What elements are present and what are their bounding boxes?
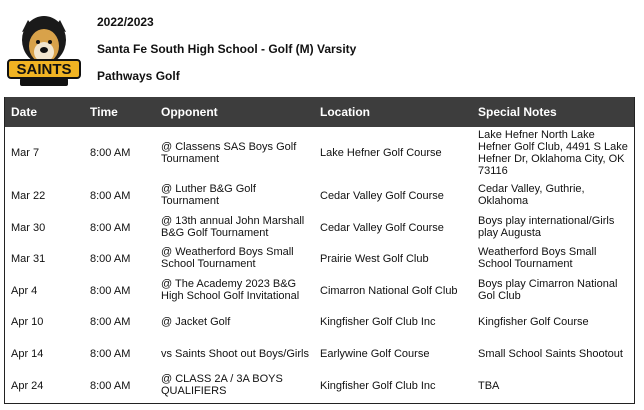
cell-time: 8:00 AM xyxy=(90,147,131,159)
cell-date: Mar 30 xyxy=(11,222,46,234)
cell-opponent: vs Saints Shoot out Boys/Girls xyxy=(161,348,309,360)
cell-location: Cimarron National Golf Club xyxy=(320,285,458,297)
logo-text: SAINTS xyxy=(16,61,72,78)
table-row xyxy=(5,246,634,274)
cell-time: 8:00 AM xyxy=(90,316,131,328)
cell-time: 8:00 AM xyxy=(90,380,131,392)
schedule-table xyxy=(4,97,635,404)
cell-location: Kingfisher Golf Club Inc xyxy=(320,316,436,328)
table-row xyxy=(5,373,634,401)
col-date-header: Date xyxy=(11,105,38,119)
cell-opponent: @ Classens SAS Boys Golf Tournament xyxy=(161,141,297,165)
cell-location: Cedar Valley Golf Course xyxy=(320,222,444,234)
team-title: Pathways Golf xyxy=(97,69,180,83)
cell-date: Apr 24 xyxy=(11,380,44,392)
table-row xyxy=(5,316,634,330)
season-title: 2022/2023 xyxy=(97,15,154,29)
cell-opponent: @ Luther B&G Golf Tournament xyxy=(161,183,256,207)
cell-time: 8:00 AM xyxy=(90,190,131,202)
table-row xyxy=(5,278,634,306)
cell-opponent: @ Weatherford Boys Small School Tournament xyxy=(161,246,294,270)
cell-date: Mar 31 xyxy=(11,253,46,265)
cell-notes: Boys play Cimarron National Gol Club xyxy=(478,278,618,302)
cell-date: Apr 14 xyxy=(11,348,44,360)
cell-date: Apr 4 xyxy=(11,285,38,297)
cell-notes: Weatherford Boys Small School Tournament xyxy=(478,246,597,270)
cell-location: Lake Hefner Golf Course xyxy=(320,147,442,159)
cell-location: Earlywine Golf Course xyxy=(320,348,430,360)
cell-opponent: @ 13th annual John Marshall B&G Golf Tournament xyxy=(161,215,305,239)
cell-notes: Boys play international/Girls play Augusta xyxy=(478,215,615,239)
col-notes-header: Special Notes xyxy=(478,105,557,119)
cell-location: Prairie West Golf Club xyxy=(320,253,429,265)
cell-time: 8:00 AM xyxy=(90,253,131,265)
table-row xyxy=(5,183,634,211)
col-location-header: Location xyxy=(320,105,370,119)
header xyxy=(97,15,356,89)
col-time-header: Time xyxy=(90,105,118,119)
cell-time: 8:00 AM xyxy=(90,285,131,297)
col-opponent-header: Opponent xyxy=(161,105,218,119)
cell-notes: Lake Hefner North Lake Hefner Golf Club, 4491 S Lake Hefner Dr, Oklahoma City, OK 73116 xyxy=(478,129,628,177)
table-header xyxy=(5,97,634,127)
cell-notes: Small School Saints Shootout xyxy=(478,348,623,360)
cell-opponent: @ The Academy 2023 B&G High School Golf Invitational xyxy=(161,278,300,302)
cell-notes: Kingfisher Golf Course xyxy=(478,316,589,328)
table-row xyxy=(5,129,634,177)
cell-date: Mar 7 xyxy=(11,147,40,159)
cell-notes: Cedar Valley, Guthrie, Oklahoma xyxy=(478,183,585,207)
cell-opponent: @ Jacket Golf xyxy=(161,316,231,328)
cell-date: Apr 10 xyxy=(11,316,44,328)
cell-location: Cedar Valley Golf Course xyxy=(320,190,444,202)
school-title: Santa Fe South High School - Golf (M) Varsity xyxy=(97,42,357,56)
cell-notes: TBA xyxy=(478,380,500,392)
cell-date: Mar 22 xyxy=(11,190,46,202)
table-row xyxy=(5,348,634,362)
cell-location: Kingfisher Golf Club Inc xyxy=(320,380,436,392)
saints-logo-icon xyxy=(6,10,82,90)
cell-opponent: @ CLASS 2A / 3A BOYS QUALIFIERS xyxy=(161,373,283,397)
table-row xyxy=(5,215,634,243)
cell-time: 8:00 AM xyxy=(90,348,131,360)
cell-time: 8:00 AM xyxy=(90,222,131,234)
